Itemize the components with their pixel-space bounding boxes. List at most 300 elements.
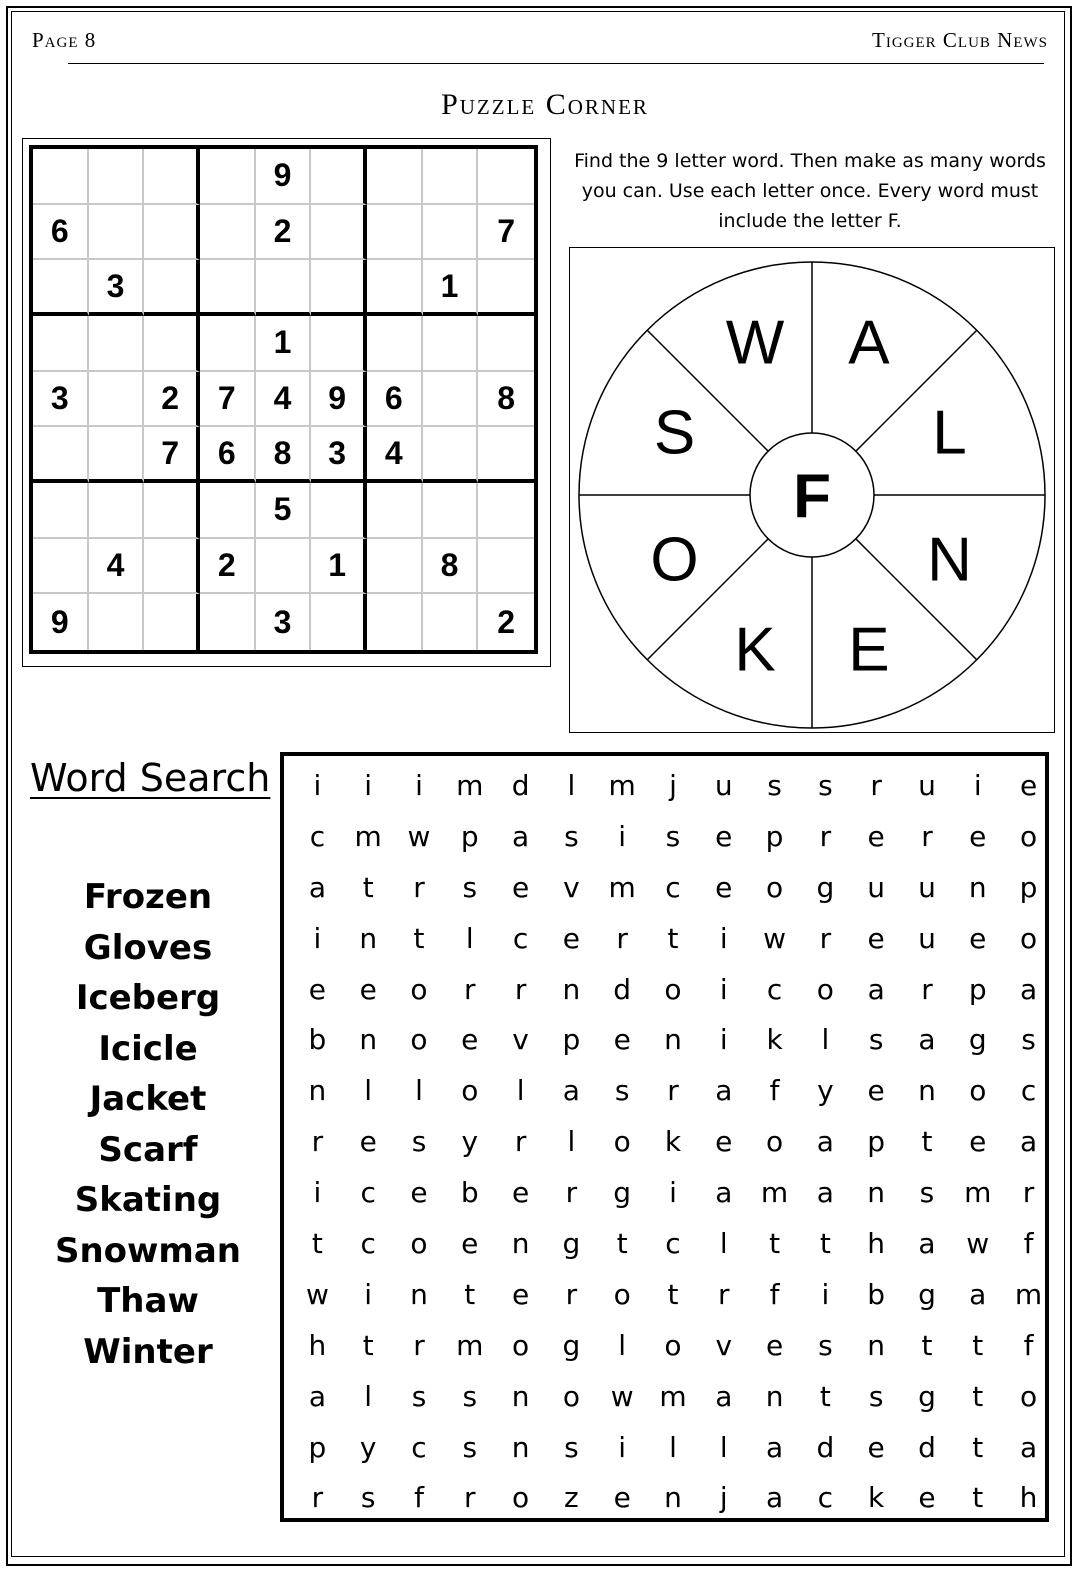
word-search-letter: e <box>511 1277 530 1311</box>
word-search-letter: t <box>972 1481 984 1515</box>
sudoku-cell <box>367 594 423 650</box>
sudoku-cell <box>33 539 89 595</box>
word-search-letter: p <box>867 1125 886 1159</box>
wheel-letter: L <box>932 398 967 468</box>
word-search-heading: Word Search <box>30 756 271 800</box>
word-search-letter: e <box>613 1481 631 1515</box>
word-search-letter: o <box>664 1328 682 1362</box>
word-search-letter: t <box>413 921 425 955</box>
sudoku-cell <box>144 205 200 261</box>
word-search-letter: l <box>516 1074 525 1108</box>
word-search-letter: v <box>512 1023 529 1057</box>
word-search-letter: c <box>1020 1074 1037 1108</box>
word-search-letter: n <box>765 1379 784 1413</box>
word-search-letter: o <box>1019 1379 1038 1413</box>
word-search-letter: s <box>614 1074 630 1108</box>
word-search-letter: r <box>616 921 628 955</box>
sudoku-cell <box>311 260 367 316</box>
word-search-letter: b <box>867 1277 886 1311</box>
sudoku-cell: 9 <box>256 149 312 205</box>
word-search-letter: n <box>918 1074 936 1108</box>
sudoku-cell: 2 <box>200 539 256 595</box>
word-search-letter: m <box>456 768 484 802</box>
sudoku-cell <box>256 260 312 316</box>
word-search-letter: s <box>411 1379 427 1413</box>
sudoku-grid <box>29 145 538 654</box>
word-search-letter: a <box>1019 1430 1038 1464</box>
word-list-item: Snowman <box>54 1230 242 1271</box>
sudoku-cell: 6 <box>367 372 423 428</box>
word-search-letter: t <box>972 1430 984 1464</box>
sudoku-cell: 8 <box>423 539 479 595</box>
word-search-letter: s <box>868 1023 884 1057</box>
word-search-letter: s <box>462 1379 478 1413</box>
word-search-letter: d <box>613 972 632 1006</box>
word-search-letter: s <box>564 1430 579 1464</box>
word-search-letter: i <box>719 1023 728 1057</box>
word-search-letter: s <box>360 1481 376 1515</box>
word-search-letter: r <box>921 972 933 1006</box>
word-search-letter: e <box>511 870 530 904</box>
word-search-letter: n <box>664 1023 682 1057</box>
word-search-letter: i <box>669 1176 677 1210</box>
sudoku-cell <box>200 594 256 650</box>
word-search-letter: d <box>511 768 530 802</box>
word-search-letter: b <box>460 1176 479 1210</box>
word-search-letter: c <box>665 870 681 904</box>
word-search-letter: c <box>512 921 529 955</box>
word-search-letter: i <box>719 921 728 955</box>
sudoku-cell <box>478 149 534 205</box>
word-list-item: Scarf <box>98 1129 198 1170</box>
word-search-letter: e <box>715 1125 733 1159</box>
word-search-letter: m <box>354 819 382 853</box>
word-search-letter: e <box>867 1074 885 1108</box>
sudoku-cell <box>423 483 479 539</box>
word-search-letter: i <box>313 768 322 802</box>
sudoku-cell <box>311 594 367 650</box>
word-search-letter: t <box>921 1328 933 1362</box>
sudoku-cell: 1 <box>423 260 479 316</box>
word-search-letter: t <box>362 870 374 904</box>
sudoku-cell: 8 <box>478 372 534 428</box>
word-search-letter: p <box>1019 870 1038 904</box>
word-search-letter: g <box>562 1226 581 1260</box>
word-search-letter: c <box>309 819 326 853</box>
word-search-letter: l <box>567 1125 576 1159</box>
sudoku-cell: 9 <box>311 372 367 428</box>
word-search-letter: r <box>514 972 527 1006</box>
word-search-letter: l <box>719 1226 728 1260</box>
word-search-letter: f <box>1023 1328 1034 1362</box>
word-search-letter: p <box>765 819 784 853</box>
sudoku-cell: 3 <box>33 372 89 428</box>
sudoku-cell: 7 <box>144 427 200 483</box>
sudoku-cell <box>33 149 89 205</box>
sudoku-cell <box>89 594 145 650</box>
word-search-letter: z <box>564 1481 579 1515</box>
word-search-letter: u <box>918 921 936 955</box>
word-search-letter: r <box>1022 1176 1035 1210</box>
word-search-letter: s <box>411 1125 427 1159</box>
sudoku-cell <box>200 483 256 539</box>
word-search-letter: i <box>313 1176 322 1210</box>
word-wheel <box>569 247 1055 733</box>
page-title: Puzzle Corner <box>441 88 649 121</box>
word-search-letter: g <box>562 1328 581 1362</box>
sudoku-cell <box>367 483 423 539</box>
word-search-letter: r <box>464 972 476 1006</box>
word-search-letter: a <box>308 1379 326 1413</box>
sudoku-cell <box>478 427 534 483</box>
word-search-letter: u <box>714 768 733 802</box>
word-search-letter: e <box>715 870 733 904</box>
word-list-item: Iceberg <box>75 978 221 1018</box>
word-search-letter: w <box>966 1226 990 1260</box>
sudoku-cell <box>89 427 145 483</box>
word-search-letter: k <box>868 1481 885 1515</box>
word-search-letter: l <box>415 1074 423 1108</box>
word-search-letter: l <box>821 1023 830 1057</box>
word-search-letter: i <box>821 1277 830 1311</box>
word-search-letter: a <box>816 1176 834 1210</box>
sudoku-cell <box>311 149 367 205</box>
word-search-letter: g <box>816 870 835 904</box>
word-search-letter: l <box>719 1430 728 1464</box>
sudoku-cell: 8 <box>256 427 312 483</box>
sudoku-cell <box>144 149 200 205</box>
word-search-letter: v <box>563 870 580 904</box>
word-search-letter: a <box>918 1023 936 1057</box>
sudoku-cell <box>144 539 200 595</box>
sudoku-cell: 6 <box>200 427 256 483</box>
word-search-letter: t <box>819 1226 831 1260</box>
word-search-letter: p <box>968 972 987 1006</box>
word-search-letter: s <box>462 870 478 904</box>
word-search-letter: y <box>461 1125 479 1159</box>
sudoku-cell <box>423 316 479 372</box>
word-search-letter: i <box>618 819 627 853</box>
word-search-letter: o <box>461 1074 479 1108</box>
newsletter-name: Tigger Club News <box>872 28 1048 52</box>
word-search-letter: r <box>311 1481 324 1515</box>
sudoku-cell <box>89 205 145 261</box>
word-search-letter: a <box>969 1277 987 1311</box>
word-search-letter: t <box>311 1226 323 1260</box>
word-search-letter: l <box>465 921 474 955</box>
sudoku-cell <box>33 316 89 372</box>
word-search-letter: t <box>667 1277 679 1311</box>
word-wheel-instructions: Find the 9 letter word. Then make as many words you can. Use each letter once. Every word must include the letter F. <box>574 150 1046 232</box>
word-search-letter: g <box>918 1277 936 1311</box>
word-search-letter: t <box>464 1277 476 1311</box>
word-search-letter: f <box>769 1074 780 1108</box>
wheel-letter: E <box>848 615 890 685</box>
wheel-letter: A <box>848 308 890 378</box>
word-search-letter: a <box>715 1176 733 1210</box>
word-search-letter: b <box>308 1023 327 1057</box>
word-search-letter: o <box>613 1277 631 1311</box>
word-search-letter: u <box>918 768 936 802</box>
word-search-letter: y <box>359 1430 377 1464</box>
word-search-letter: m <box>456 1328 484 1362</box>
word-list-item: Jacket <box>89 1079 207 1119</box>
sudoku-cell: 4 <box>367 427 423 483</box>
word-search-letter: g <box>613 1176 632 1210</box>
sudoku-cell: 7 <box>478 205 534 261</box>
word-search-letter: c <box>360 1176 376 1210</box>
sudoku-cell <box>478 316 534 372</box>
word-search-letter: a <box>867 972 885 1006</box>
sudoku-puzzle <box>22 138 551 667</box>
page-number: Page 8 <box>32 28 97 52</box>
word-search-letter: h <box>308 1328 327 1362</box>
word-list <box>40 872 256 1377</box>
word-search-letter: t <box>972 1328 984 1362</box>
word-search-letter: i <box>973 768 982 802</box>
sudoku-cell <box>423 149 479 205</box>
word-search-letter: i <box>364 768 373 802</box>
sudoku-cell <box>423 594 479 650</box>
word-search-letter: h <box>1019 1481 1038 1515</box>
sudoku-cell <box>367 260 423 316</box>
word-search-letter: e <box>867 1430 885 1464</box>
word-search-letter: e <box>613 1023 631 1057</box>
word-search-letter: n <box>867 1176 886 1210</box>
word-list-item: Frozen <box>83 877 213 917</box>
wheel-letter: K <box>734 615 776 685</box>
sudoku-cell <box>423 427 479 483</box>
word-search-letter: i <box>313 921 322 955</box>
word-search-letter: j <box>669 768 677 802</box>
word-search-letter: e <box>308 972 327 1006</box>
word-search-letter: e <box>562 921 580 955</box>
word-search-letter: r <box>667 1074 679 1108</box>
word-search-letter: r <box>565 1277 578 1311</box>
word-search-letter: a <box>512 819 530 853</box>
word-search-letter: c <box>766 972 783 1006</box>
sudoku-cell <box>367 149 423 205</box>
word-search-letter: l <box>618 1328 627 1362</box>
word-search-letter: a <box>918 1226 936 1260</box>
word-search-letter: s <box>462 1430 478 1464</box>
word-search-letter: o <box>410 972 428 1006</box>
sudoku-cell <box>367 539 423 595</box>
word-search-letter: l <box>669 1430 677 1464</box>
word-search-letter: a <box>308 870 326 904</box>
word-search-letter: i <box>364 1277 373 1311</box>
sudoku-cell: 2 <box>497 603 516 640</box>
sudoku-cell: 2 <box>144 372 200 428</box>
word-search-letter: w <box>610 1379 634 1413</box>
word-search-letter: m <box>659 1379 687 1413</box>
word-search-letter: w <box>305 1277 329 1311</box>
word-search-letter: e <box>867 819 885 853</box>
word-search-letter: s <box>818 768 833 802</box>
word-search-letter: o <box>766 1125 784 1159</box>
word-search-letter: a <box>1019 1125 1038 1159</box>
word-search-letter: t <box>769 1226 781 1260</box>
sudoku-cell <box>144 260 200 316</box>
word-search-letter: n <box>511 1430 530 1464</box>
sudoku-cell: 3 <box>311 427 367 483</box>
word-search-letter: k <box>664 1125 682 1159</box>
sudoku-cell: 3 <box>256 594 312 650</box>
word-search-letter: e <box>765 1328 784 1362</box>
word-search-letter: u <box>867 870 886 904</box>
word-list-item: Winter <box>83 1331 213 1372</box>
sudoku-cell <box>144 316 200 372</box>
word-search-grid <box>292 760 1054 1526</box>
sudoku-cell <box>144 594 200 650</box>
sudoku-cell <box>89 149 145 205</box>
word-search-letter: o <box>613 1125 631 1159</box>
word-search-letter: s <box>564 819 579 853</box>
word-search-letter: o <box>512 1328 530 1362</box>
word-search-letter: r <box>413 1328 425 1362</box>
word-search-letter: l <box>364 1074 373 1108</box>
sudoku-cell <box>200 205 256 261</box>
word-search-letter: e <box>715 819 733 853</box>
word-search-letter: r <box>311 1125 324 1159</box>
word-search-letter: r <box>565 1176 578 1210</box>
sudoku-cell <box>367 205 423 261</box>
word-search-letter: m <box>964 1176 992 1210</box>
sudoku-cell <box>311 483 367 539</box>
word-search-letter: w <box>763 921 787 955</box>
word-search-letter: c <box>665 1226 681 1260</box>
wheel-letter: N <box>927 525 972 595</box>
word-search-letter: m <box>1014 1277 1043 1311</box>
word-search-letter: m <box>608 768 636 802</box>
header-rule <box>68 63 1044 64</box>
wheel-center-letter: F <box>793 462 831 531</box>
word-search-letter: r <box>921 819 933 853</box>
word-search-letter: r <box>819 921 832 955</box>
word-search-letter: l <box>364 1379 373 1413</box>
word-search-letter: n <box>664 1481 682 1515</box>
word-search-letter: h <box>867 1226 886 1260</box>
word-search-letter: e <box>359 972 377 1006</box>
word-search-letter: o <box>1019 819 1038 853</box>
word-search-letter: e <box>969 819 987 853</box>
word-wheel-graphic <box>570 248 1054 732</box>
word-search-letter: a <box>715 1074 733 1108</box>
word-search-letter: o <box>766 870 784 904</box>
word-search-letter: r <box>413 870 425 904</box>
sudoku-cell: 9 <box>33 594 89 650</box>
sudoku-cell: 6 <box>33 205 89 261</box>
word-search-letter: a <box>765 1430 784 1464</box>
sudoku-cell <box>478 260 534 316</box>
word-search-letter: s <box>818 1328 833 1362</box>
word-search-letter: s <box>919 1176 935 1210</box>
word-search-letter: p <box>562 1023 581 1057</box>
word-search-letter: t <box>667 921 679 955</box>
sudoku-cell <box>200 316 256 372</box>
sudoku-cell <box>33 260 89 316</box>
word-search-letter: a <box>816 1125 834 1159</box>
word-search-letter: e <box>461 1023 479 1057</box>
sudoku-cell <box>311 316 367 372</box>
sudoku-cell: 5 <box>256 483 312 539</box>
word-search-letter: n <box>308 1074 327 1108</box>
word-search-letter: e <box>969 921 987 955</box>
sudoku-cell <box>144 483 200 539</box>
sudoku-cell <box>89 316 145 372</box>
word-search-letter: o <box>664 972 682 1006</box>
word-search-letter: s <box>767 768 782 802</box>
sudoku-cell <box>89 372 145 428</box>
word-list-item: Skating <box>74 1180 222 1220</box>
word-search-letter: e <box>410 1176 428 1210</box>
word-search-letter: i <box>618 1430 627 1464</box>
word-search-letter: t <box>362 1328 374 1362</box>
word-search-letter: m <box>608 870 636 904</box>
sudoku-cell: 7 <box>200 372 256 428</box>
word-search-letter: n <box>359 921 378 955</box>
word-search-letter: o <box>410 1226 428 1260</box>
word-search-letter: c <box>360 1226 376 1260</box>
sudoku-cell <box>256 539 312 595</box>
word-search-letter: a <box>715 1379 733 1413</box>
sudoku-cell <box>89 483 145 539</box>
word-search-letter: s <box>665 819 681 853</box>
sudoku-cell <box>311 205 367 261</box>
word-search-letter: n <box>867 1328 886 1362</box>
wheel-letter: O <box>650 525 699 595</box>
word-search-letter: g <box>968 1023 987 1057</box>
sudoku-cell <box>200 260 256 316</box>
word-search-letter: r <box>464 1481 476 1515</box>
word-search-letter: e <box>867 921 885 955</box>
word-search-letter: r <box>870 768 882 802</box>
word-search-letter: r <box>718 1277 730 1311</box>
sudoku-cell <box>478 483 534 539</box>
word-search-letter: i <box>719 972 728 1006</box>
word-search-letter: n <box>410 1277 428 1311</box>
sudoku-cell <box>478 539 534 595</box>
sudoku-cell: 1 <box>256 316 312 372</box>
word-search-letter: o <box>562 1379 580 1413</box>
sudoku-cell <box>33 427 89 483</box>
sudoku-cell: 2 <box>256 205 312 261</box>
word-search-letter: o <box>410 1023 428 1057</box>
word-search-letter: m <box>760 1176 789 1210</box>
sudoku-cell <box>367 316 423 372</box>
sudoku-cell <box>200 149 256 205</box>
word-search-letter: e <box>359 1125 377 1159</box>
word-search-letter: t <box>972 1379 984 1413</box>
word-search-letter: v <box>715 1328 733 1362</box>
word-search-letter: n <box>968 870 987 904</box>
word-search-letter: e <box>918 1481 936 1515</box>
word-search-letter: a <box>1019 972 1038 1006</box>
word-search-letter: e <box>461 1226 479 1260</box>
word-list-item: Gloves <box>83 927 213 968</box>
word-search-letter: c <box>817 1481 834 1515</box>
word-search-letter: n <box>562 972 581 1006</box>
word-search-letter: t <box>819 1379 831 1413</box>
sudoku-cell: 4 <box>89 539 145 595</box>
word-search-letter: f <box>1023 1226 1034 1260</box>
sudoku-cell: 4 <box>256 372 312 428</box>
word-search-letter: a <box>765 1481 784 1515</box>
word-search-letter: o <box>816 972 834 1006</box>
word-list-item: Icicle <box>98 1028 198 1069</box>
word-search-letter: i <box>415 768 423 802</box>
word-search-letter: t <box>616 1226 628 1260</box>
